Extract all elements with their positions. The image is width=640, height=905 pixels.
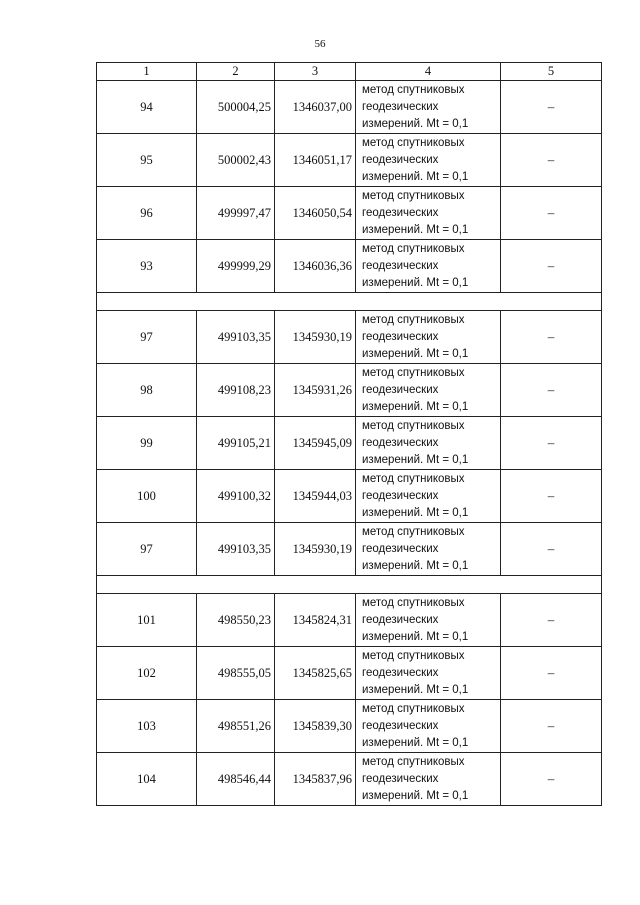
column-header: 3 (275, 63, 356, 81)
method-line: геодезических (362, 100, 439, 113)
point-number-cell: 100 (97, 470, 197, 523)
x-coordinate-cell: 498555,05 (197, 647, 275, 700)
y-coordinate-cell: 1345930,19 (275, 523, 356, 576)
point-number-cell: 101 (97, 594, 197, 647)
column-header: 5 (501, 63, 602, 81)
note-cell: – (501, 594, 602, 647)
x-coordinate-cell: 499103,35 (197, 311, 275, 364)
page-number: 56 (314, 38, 326, 50)
y-coordinate-cell: 1346036,36 (275, 240, 356, 293)
x-coordinate-cell: 498551,26 (197, 700, 275, 753)
x-coordinate-cell: 498550,23 (197, 594, 275, 647)
x-coordinate-cell: 500002,43 (197, 134, 275, 187)
y-coordinate-cell: 1345837,96 (275, 753, 356, 806)
x-coordinate-cell: 499997,47 (197, 187, 275, 240)
table-row (97, 240, 602, 293)
note-cell: – (501, 647, 602, 700)
point-number-cell: 97 (97, 311, 197, 364)
method-line: геодезических (362, 719, 439, 732)
method-line: измерений. Mt = 0,1 (362, 630, 469, 643)
method-line: измерений. Mt = 0,1 (362, 276, 469, 289)
column-header: 2 (197, 63, 275, 81)
point-number-cell: 98 (97, 364, 197, 417)
method-line: метод спутниковых (362, 136, 465, 149)
table-row (97, 523, 602, 576)
note-cell: – (501, 700, 602, 753)
group-separator-row (97, 576, 602, 594)
table-row (97, 81, 602, 134)
note-cell: – (501, 417, 602, 470)
table-row (97, 753, 602, 806)
y-coordinate-cell: 1346050,54 (275, 187, 356, 240)
method-line: геодезических (362, 772, 439, 785)
x-coordinate-cell: 499999,29 (197, 240, 275, 293)
note-cell: – (501, 364, 602, 417)
table-row (97, 594, 602, 647)
y-coordinate-cell: 1345824,31 (275, 594, 356, 647)
method-line: метод спутниковых (362, 189, 465, 202)
method-cell (356, 470, 501, 523)
method-cell (356, 594, 501, 647)
table-row (97, 134, 602, 187)
point-number-cell: 96 (97, 187, 197, 240)
note-cell: – (501, 753, 602, 806)
method-line: геодезических (362, 489, 439, 502)
point-number-cell: 95 (97, 134, 197, 187)
note-cell: – (501, 187, 602, 240)
point-number-cell: 99 (97, 417, 197, 470)
group-separator-row (97, 293, 602, 311)
point-number-cell: 94 (97, 81, 197, 134)
coordinates-table (96, 62, 602, 806)
method-line: измерений. Mt = 0,1 (362, 170, 469, 183)
method-line: геодезических (362, 666, 439, 679)
method-line: измерений. Mt = 0,1 (362, 347, 469, 360)
method-line: геодезических (362, 436, 439, 449)
method-line: геодезических (362, 153, 439, 166)
method-cell (356, 700, 501, 753)
y-coordinate-cell: 1346051,17 (275, 134, 356, 187)
table-row (97, 187, 602, 240)
method-line: метод спутниковых (362, 755, 465, 768)
method-line: измерений. Mt = 0,1 (362, 683, 469, 696)
table-row (97, 470, 602, 523)
method-line: измерений. Mt = 0,1 (362, 400, 469, 413)
note-cell: – (501, 134, 602, 187)
method-line: измерений. Mt = 0,1 (362, 736, 469, 749)
method-line: метод спутниковых (362, 649, 465, 662)
method-cell (356, 417, 501, 470)
table-row (97, 700, 602, 753)
note-cell: – (501, 240, 602, 293)
header-row (97, 63, 602, 81)
method-line: геодезических (362, 542, 439, 555)
method-cell (356, 81, 501, 134)
x-coordinate-cell: 499108,23 (197, 364, 275, 417)
point-number-cell: 102 (97, 647, 197, 700)
method-line: метод спутниковых (362, 525, 465, 538)
method-line: геодезических (362, 330, 439, 343)
method-line: измерений. Mt = 0,1 (362, 453, 469, 466)
point-number-cell: 93 (97, 240, 197, 293)
method-cell (356, 134, 501, 187)
y-coordinate-cell: 1345825,65 (275, 647, 356, 700)
method-line: метод спутниковых (362, 702, 465, 715)
note-cell: – (501, 81, 602, 134)
y-coordinate-cell: 1345944,03 (275, 470, 356, 523)
table-row (97, 417, 602, 470)
separator-cell (97, 576, 602, 594)
method-line: измерений. Mt = 0,1 (362, 789, 469, 802)
method-line: метод спутниковых (362, 596, 465, 609)
method-line: измерений. Mt = 0,1 (362, 506, 469, 519)
y-coordinate-cell: 1345930,19 (275, 311, 356, 364)
method-line: метод спутниковых (362, 313, 465, 326)
x-coordinate-cell: 499103,35 (197, 523, 275, 576)
method-cell (356, 240, 501, 293)
note-cell: – (501, 311, 602, 364)
method-cell (356, 364, 501, 417)
x-coordinate-cell: 500004,25 (197, 81, 275, 134)
x-coordinate-cell: 499105,21 (197, 417, 275, 470)
point-number-cell: 104 (97, 753, 197, 806)
y-coordinate-cell: 1345839,30 (275, 700, 356, 753)
table-body (97, 81, 602, 806)
separator-cell (97, 293, 602, 311)
column-header: 4 (356, 63, 501, 81)
note-cell: – (501, 470, 602, 523)
method-line: метод спутниковых (362, 419, 465, 432)
method-line: геодезических (362, 259, 439, 272)
method-line: геодезических (362, 206, 439, 219)
method-line: метод спутниковых (362, 472, 465, 485)
table-row (97, 647, 602, 700)
method-cell (356, 311, 501, 364)
method-cell (356, 647, 501, 700)
method-cell (356, 187, 501, 240)
table-row (97, 311, 602, 364)
table-row (97, 364, 602, 417)
method-line: измерений. Mt = 0,1 (362, 223, 469, 236)
method-line: метод спутниковых (362, 366, 465, 379)
method-line: метод спутниковых (362, 242, 465, 255)
method-line: измерений. Mt = 0,1 (362, 117, 469, 130)
point-number-cell: 97 (97, 523, 197, 576)
x-coordinate-cell: 498546,44 (197, 753, 275, 806)
y-coordinate-cell: 1346037,00 (275, 81, 356, 134)
note-cell: – (501, 523, 602, 576)
x-coordinate-cell: 499100,32 (197, 470, 275, 523)
method-line: геодезических (362, 613, 439, 626)
point-number-cell: 103 (97, 700, 197, 753)
method-line: измерений. Mt = 0,1 (362, 559, 469, 572)
method-line: метод спутниковых (362, 83, 465, 96)
y-coordinate-cell: 1345931,26 (275, 364, 356, 417)
method-line: геодезических (362, 383, 439, 396)
method-cell (356, 523, 501, 576)
method-cell (356, 753, 501, 806)
column-header: 1 (97, 63, 197, 81)
y-coordinate-cell: 1345945,09 (275, 417, 356, 470)
